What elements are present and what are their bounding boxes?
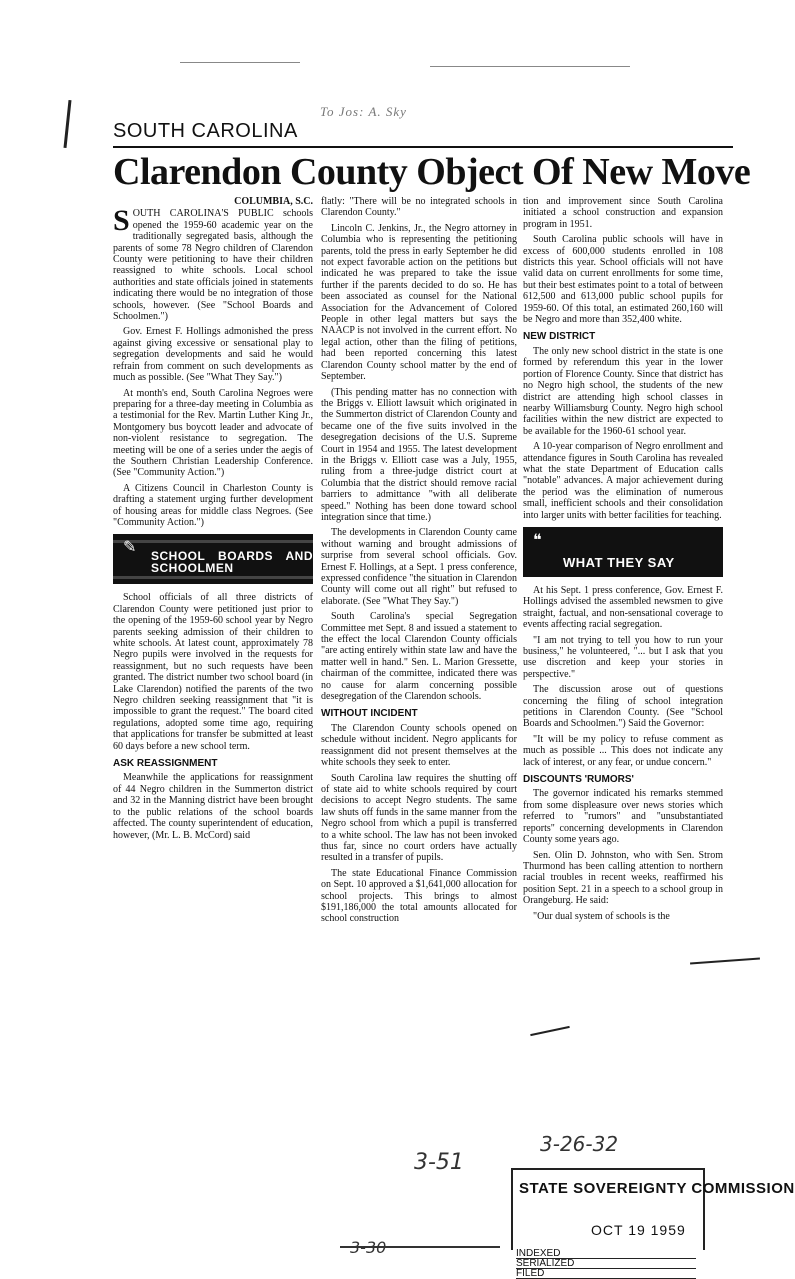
paragraph: Sen. Olin D. Johnston, who with Sen. Strom Thurmond has been calling attention to northern racial troubles in recent weeks, reaffirmed his position Sept. 21 in a speech to a school group in Orangeburg. He said: [523,849,723,907]
stamp-serialized: SERIALIZED [516,1259,696,1269]
handwritten-note: 3-51 [414,1150,464,1175]
section-banner-school-boards [113,534,313,584]
paragraph: "I am not trying to tell you how to run your business," he volunteered, "... but I ask that you use discretion and keep your stories in perspective." [523,634,723,680]
speech-icon: ❝ [533,531,542,549]
paragraph: At month's end, South Carolina Negroes were preparing for a three-day meeting in Columbia as a testimonial for the Rev. Martin Luther King Jr., Montgomery bus boycott leader and advocate of non-violent resistance to segregation. The meeting will be one of a series under the aegis of the Southern Christian Leadership Conference. (See "Community Action.") [113,387,313,479]
paragraph: South Carolina public schools will have in excess of 600,000 students enrolled in 108 districts this year. School officials will not have valid data on current enrollments for some time, but their best estimates point to a total of between 612,500 and 613,000 public school pupils for 1959-60. Of this total, an estimated 260,160 will be Negro and more than 352,400 white. [523,234,723,326]
paragraph: South Carolina law requires the shutting off of state aid to white schools required by court decisions to accept Negro students. The same law shuts off funds in the same manner from the Negro school from which a pupil is transferred to a white school. The law has not been invoked thus far, since no court orders have actually resulted in a transfer of pupils. [321,772,517,864]
paragraph: flatly: "There will be no integrated schools in Clarendon County." [321,196,517,219]
paragraph: Meanwhile the applications for reassignment of 44 Negro children in the Summerton district and 32 in the Manning district have been brought to the public relations of the school boards affected. The county superintendent of education, however, (Mr. L. B. McCord) said [113,772,313,841]
column-3 [523,196,723,926]
paragraph: The state Educational Finance Commission on Sept. 10 approved a $1,641,000 allocation for school projects. This brings to almost $191,186,000 the total amounts allocated for school construction [321,867,517,925]
handwritten-note: 3-30 [350,1238,387,1257]
paragraph: At his Sept. 1 press conference, Gov. Ernest F. Hollings advised the assembled newsmen to give straight, factual, and non-sensational coverage to events affecting racial segregation. [523,584,723,631]
paragraph: The Clarendon County schools opened on schedule without incident. Negro applicants for reassignment did not present themselves at the white schools they seek to enter. [321,722,517,769]
paragraph: A Citizens Council in Charleston County is drafting a statement urging further development of housing areas for middle class Negroes. (See "Community Action.") [113,482,313,528]
paragraph: "It will be my policy to refuse comment as much as possible ... This does not indicate any lack of interest, or any fear, or undue concern." [523,733,723,768]
dateline: COLUMBIA, S.C. [234,196,313,207]
subheading: WITHOUT INCIDENT [321,708,418,720]
margin-mark [63,100,71,148]
paragraph: School officials of all three districts of Clarendon County were petitioned just prior to the opening of the 1959-60 school year by Negro parents seeking admission of their children to white schools. At latest count, approximately 78 Negro pupils were involved in the requests for reassignment, but no such requests have been granted. The district number two school board (in Lake Clarendon) notified the parents of the two Negro children seeking reassignment that "it is impossible to grant the request." The board cited regulations, adopted some time ago, requiring that applications for transfer be submitted at least 60 days before a new school term. [113,592,313,752]
section-rule [113,146,733,148]
paragraph: tion and improvement since South Carolina initiated a school construction and expansion program in 1951. [523,196,723,230]
scan-speck [180,62,300,63]
paragraph: The governor indicated his remarks stemmed from some displeasure over news stories which referred to "rumors" and "unsubstantiated reports" concerning developments in Clarendon County some years ago. [523,788,723,846]
stamp-date: OCT 19 1959 [591,1222,686,1238]
dropcap: S [113,204,130,238]
handwritten-arrow [690,958,760,965]
paragraph: The developments in Clarendon County came without warning and brought admissions of surprise from several school officials. Gov. Ernest F. Hollings, at a Sept. 1 press conference, expressed confidence "the situation in Clarendon County will come out all right" but refused to elaborate. (See "What They Say.") [321,527,517,607]
headline: Clarendon County Object Of New Move [113,151,751,193]
stamp-filed: FILED [516,1269,696,1279]
stamp-indexed: INDEXED [516,1249,696,1259]
newspaper-icon: ✎ [123,539,137,557]
stamp-title: STATE SOVEREIGNTY COMMISSION [519,1180,795,1197]
paragraph: South Carolina's special Segregation Committee met Sept. 8 and issued a statement to the effect the local Clarendon County officials "are acting entirely within state law and have the matter well in hand." Sen. L. Marion Gressette, chairman of the committee, indicated there was no cause for alarm concerning possible desegregation of the Clarendon schools. [321,611,517,703]
paragraph: Gov. Ernest F. Hollings admonished the press against giving excessive or sensational play to segregation developments and said he would refrain from comment on such developments as much as possible. (See "What They Say.") [113,326,313,384]
subheading: NEW DISTRICT [523,331,596,343]
subheading: DISCOUNTS 'RUMORS' [523,774,634,786]
paragraph: The discussion arose out of questions concerning the filing of school integration petitions in Clarendon County. (See "School Boards and Schoolmen.") Said the Governor: [523,684,723,730]
section-banner-what-they-say [523,527,723,577]
subheading: ASK REASSIGNMENT [113,758,218,770]
paragraph: A 10-year comparison of Negro enrollment and attendance figures in South Carolina has revealed what the state Department of Education calls "notable" advances. A major achievement during the period was the elimination of numerous small, inefficient schools and their consolidation into larger units with better facilities for teaching. [523,441,723,521]
commission-stamp [511,1168,795,1250]
paragraph: Lincoln C. Jenkins, Jr., the Negro attorney in Columbia who is representing the petitioning parents, told the press in early September he did not expect favorable action on the petitions but indicated he was prepared to take the issue further if the parents decided to do so. He has been associated as counsel for the National Association for the Advancement of Colored People in other legal matters but says the NAACP is not involved in the current effort. No legal action, other than the filing of petitions, had been reported concerning this latest Clarendon County school matter by the end of September. [321,222,517,383]
top-stamp: To Jos: A. Sky [320,104,407,119]
column-1 [113,196,313,845]
stamp-fields [516,1249,696,1279]
paragraph: SOUTH CAROLINA'S PUBLIC schools opened the 1959-60 academic year on the traditionally segregated basis, although the parents of some 78 Negro children of Clarendon County were petitioning to have their children reassigned to white schools. Local school authorities and state officials joined in statements indicating there would be no integration of those schools, however. (See "School Boards and Schoolmen.") [113,204,313,323]
paragraph: (This pending matter has no connection with the Briggs v. Elliott lawsuit which originated in the Summerton district of Clarendon County and became one of the five suits involved in the desegregation decisions of the U.S. Supreme Court in 1954 and 1955. The latest development in the Briggs v. Elliott case was a July, 1955, ruling from a three-judge district court at Columbia that the district should remove racial barriers to admittance "with all deliberate speed." Nothing has been done toward school integration since that time.) [321,386,517,523]
paragraph: "Our dual system of schools is the [533,910,670,922]
section-label: SOUTH CAROLINA [113,120,298,142]
column-2 [321,196,517,929]
paragraph: The only new school district in the state is one formed by referendum this year in the lower portion of Florence County. Since that district has no Negro high school, the students of the new district are attending high school classes in nearby Williamsburg County. Negro high school facilities within the new district are expected to be available for the 1960-61 school year. [523,345,723,437]
scan-speck [430,66,630,67]
banner-label: SCHOOL BOARDS AND SCHOOLMEN [151,549,313,575]
handwritten-note: 3-26-32 [540,1132,619,1156]
handwritten-arrow [530,1026,570,1036]
banner-label: WHAT THEY SAY [563,554,675,570]
